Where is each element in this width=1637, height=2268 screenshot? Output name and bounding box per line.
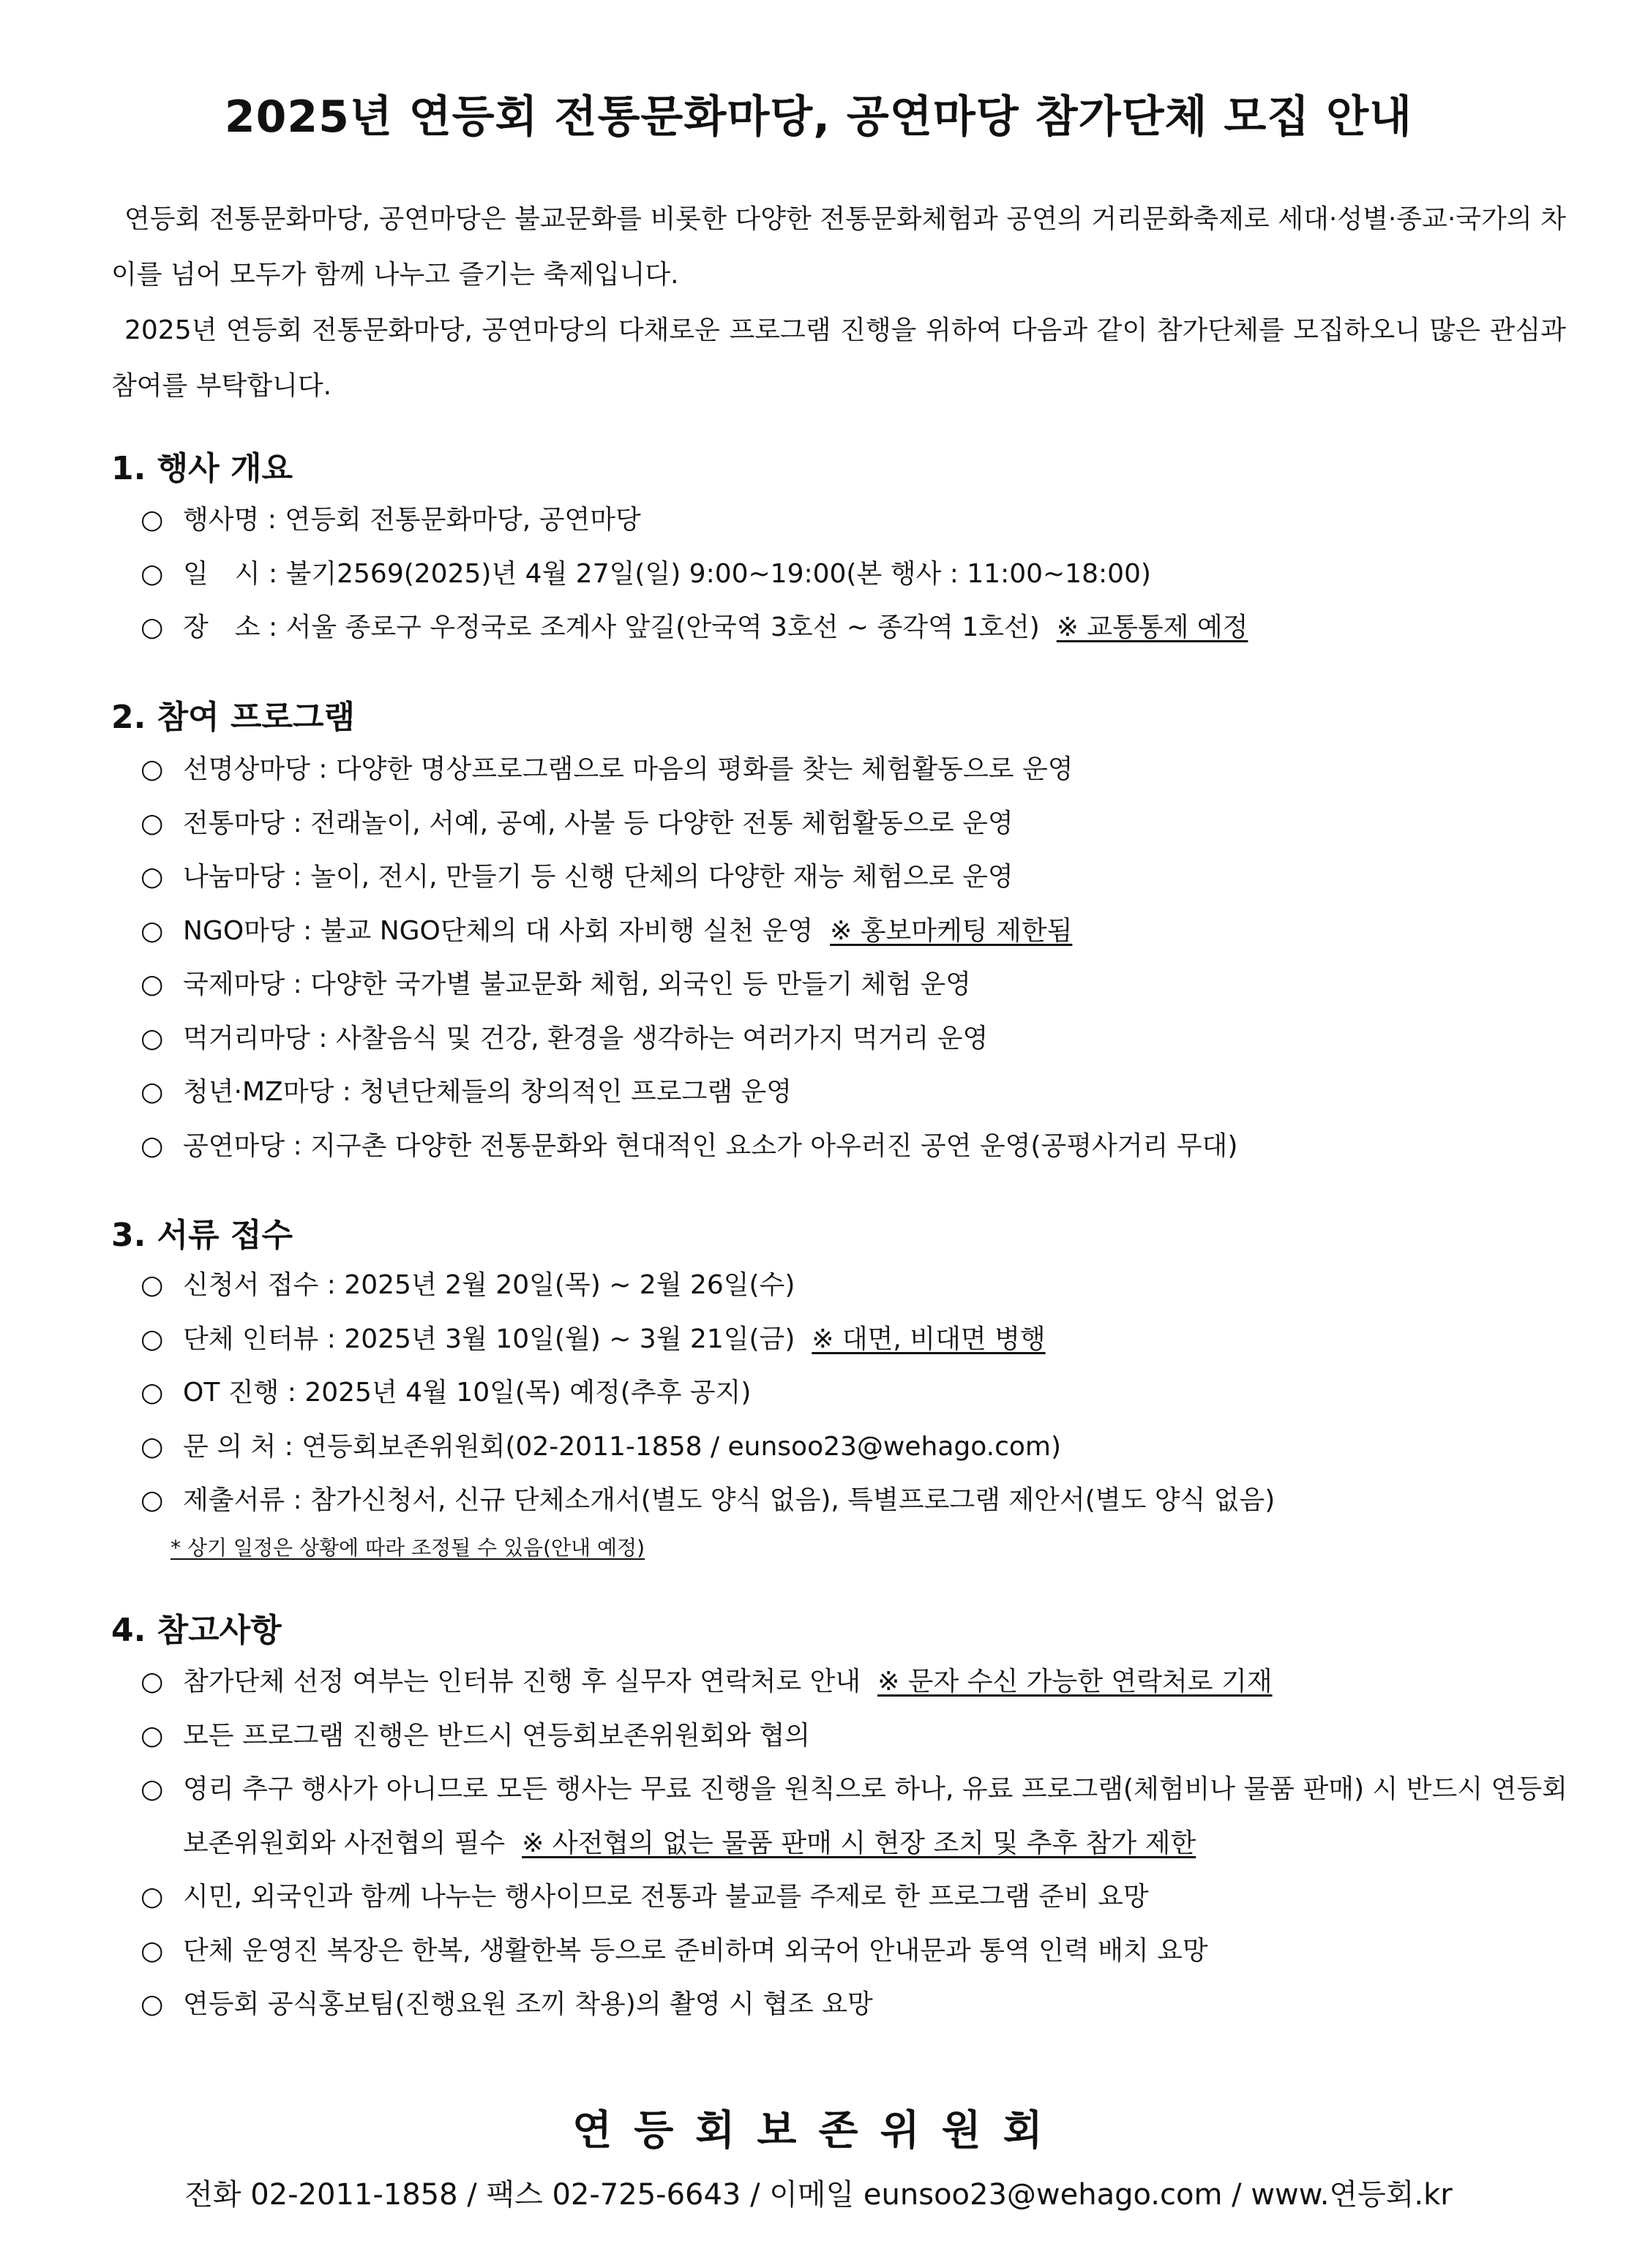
item-note: ※ 사전협의 없는 물품 판매 시 현장 조치 및 추후 참가 제한 (522, 1828, 1196, 1858)
list-item: ○ 참가단체 선정 여부는 인터뷰 진행 후 실무자 연락처로 안내 ※ 문자 수신 가능한 연락처로 기재 (141, 1655, 1567, 1709)
organization-name: 연등회보존위원회 (572, 2107, 1065, 2155)
section-title-overview: 1. 행사 개요 (111, 450, 293, 487)
list-item: ○ 문 의 처 : 연등회보존위원회(02-2011-1858 / eunsoo23@wehago.com) (141, 1420, 1275, 1474)
list-item: ○ 장 소 : 서울 종로구 우정국로 조계사 앞길(안국역 3호선 ~ 종각역 1호선) ※ 교통통제 예정 (141, 601, 1248, 655)
bullet-circle-icon: ○ (141, 969, 164, 999)
list-item: ○ 행사명 : 연등회 전통문화마당, 공연마당 (141, 493, 1248, 547)
list-item: ○ 공연마당 : 지구촌 다양한 전통문화와 현대적인 요소가 아우러진 공연 운영(공평사거리 무대) (141, 1119, 1237, 1174)
item-note: ※ 대면, 비대면 병행 (812, 1323, 1046, 1354)
bullet-circle-icon: ○ (141, 1882, 164, 1912)
section-title-documents: 3. 서류 접수 (111, 1217, 293, 1254)
item-note: ※ 문자 수신 가능한 연락처로 기재 (877, 1667, 1273, 1697)
bullet-circle-icon: ○ (141, 1323, 164, 1354)
item-note: ※ 홍보마케팅 제한됨 (830, 915, 1073, 946)
bullet-circle-icon: ○ (141, 1130, 164, 1161)
list-item: ○ 제출서류 : 참가신청서, 신규 단체소개서(별도 양식 없음), 특별프로그램 제안서(별도 양식 없음) (141, 1473, 1275, 1528)
section-title-programs: 2. 참여 프로그램 (111, 699, 355, 736)
bullet-circle-icon: ○ (141, 1023, 164, 1054)
bullet-circle-icon: ○ (141, 1431, 164, 1462)
bullet-circle-icon: ○ (141, 1774, 164, 1804)
item-note: ※ 교통통제 예정 (1056, 612, 1248, 642)
list-item: ○ 모든 프로그램 진행은 반드시 연등회보존위원회와 협의 (141, 1709, 1567, 1763)
bullet-circle-icon: ○ (141, 1378, 164, 1408)
list-item: ○ 단체 인터뷰 : 2025년 3월 10일(월) ~ 3월 21일(금) ※ 대면, 비대면 병행 (141, 1313, 1275, 1367)
list-item: ○ OT 진행 : 2025년 4월 10일(목) 예정(추후 공지) (141, 1366, 1275, 1420)
list-item: ○ 단체 운영진 복장은 한복, 생활한복 등으로 준비하며 외국어 안내문과 통역 인력 배치 요망 (141, 1924, 1567, 1978)
bullet-circle-icon: ○ (141, 1077, 164, 1107)
page-title: 2025년 연등회 전통문화마당, 공연마당 참가단체 모집 안내 (224, 91, 1413, 143)
list-item: ○ 시민, 외국인과 함께 나누는 행사이므로 전통과 불교를 주제로 한 프로그램 준비 요망 (141, 1870, 1567, 1924)
intro-paragraph-1: 연등회 전통문화마당, 공연마당은 불교문화를 비롯한 다양한 전통문화체험과 공연의 거리문화축제로 세대·성별·종교·국가의 차이를 넘어 모두가 함께 나누고 즐기는 축제입니다. (111, 204, 1566, 290)
bullet-circle-icon: ○ (141, 1935, 164, 1966)
list-item: ○ NGO마당 : 불교 NGO단체의 대 사회 자비행 실천 운영 ※ 홍보마케팅 제한됨 (141, 904, 1237, 958)
list-item: ○ 신청서 접수 : 2025년 2월 20일(목) ~ 2월 26일(수) (141, 1258, 1275, 1313)
list-item: ○ 나눔마당 : 놀이, 전시, 만들기 등 신행 단체의 다양한 재능 체험으로 운영 (141, 850, 1237, 904)
section-notes-list (141, 1655, 1567, 2032)
bullet-circle-icon: ○ (141, 1485, 164, 1515)
intro-text (111, 192, 1566, 414)
bullet-circle-icon: ○ (141, 1989, 164, 2019)
bullet-circle-icon: ○ (141, 754, 164, 784)
list-item: ○ 영리 추구 행사가 아니므로 모든 행사는 무료 진행을 원칙으로 하나, 유료 프로그램(체험비나 물품 판매) 시 반드시 연등회보존위원회와 사전협의 필수 ※ 사전협의 없는 물품 판매 시 현장 조치 및 추후 참가 제한 (141, 1762, 1567, 1870)
list-item: ○ 청년·MZ마당 : 청년단체들의 창의적인 프로그램 운영 (141, 1065, 1237, 1119)
bullet-circle-icon: ○ (141, 808, 164, 838)
bullet-circle-icon: ○ (141, 1667, 164, 1697)
section-programs-list (141, 743, 1237, 1173)
list-item: ○ 연등회 공식홍보팀(진행요원 조끼 착용)의 촬영 시 협조 요망 (141, 1978, 1567, 2032)
list-item: ○ 먹거리마당 : 사찰음식 및 건강, 환경을 생각하는 여러가지 먹거리 운영 (141, 1012, 1237, 1066)
list-item: ○ 일 시 : 불기2569(2025)년 4월 27일(일) 9:00~19:00(본 행사 : 11:00~18:00) (141, 547, 1248, 601)
intro-paragraph-2: 2025년 연등회 전통문화마당, 공연마당의 다채로운 프로그램 진행을 위하여 다음과 같이 참가단체를 모집하오니 많은 관심과 참여를 부탁합니다. (111, 315, 1566, 401)
bullet-circle-icon: ○ (141, 505, 164, 535)
bullet-circle-icon: ○ (141, 1270, 164, 1300)
bullet-circle-icon: ○ (141, 558, 164, 589)
section-title-notes: 4. 참고사항 (111, 1612, 282, 1649)
bullet-circle-icon: ○ (141, 915, 164, 946)
list-item: ○ 선명상마당 : 다양한 명상프로그램으로 마음의 평화를 찾는 체험활동으로 운영 (141, 743, 1237, 797)
bullet-circle-icon: ○ (141, 862, 164, 892)
list-item: ○ 전통마당 : 전래놀이, 서예, 공예, 사불 등 다양한 전통 체험활동으로 운영 (141, 797, 1237, 851)
contact-line: 전화 02-2011-1858 / 팩스 02-725-6643 / 이메일 eunsoo23@wehago.com / www.연등회.kr (184, 2178, 1453, 2212)
bullet-circle-icon: ○ (141, 1720, 164, 1751)
section-overview-list (141, 493, 1248, 655)
section-documents-list (141, 1258, 1275, 1528)
bullet-circle-icon: ○ (141, 612, 164, 642)
list-item: ○ 국제마당 : 다양한 국가별 불교문화 체험, 외국인 등 만들기 체험 운영 (141, 958, 1237, 1012)
schedule-footnote: * 상기 일정은 상황에 따라 조정될 수 있음(안내 예정) (171, 1536, 645, 1560)
